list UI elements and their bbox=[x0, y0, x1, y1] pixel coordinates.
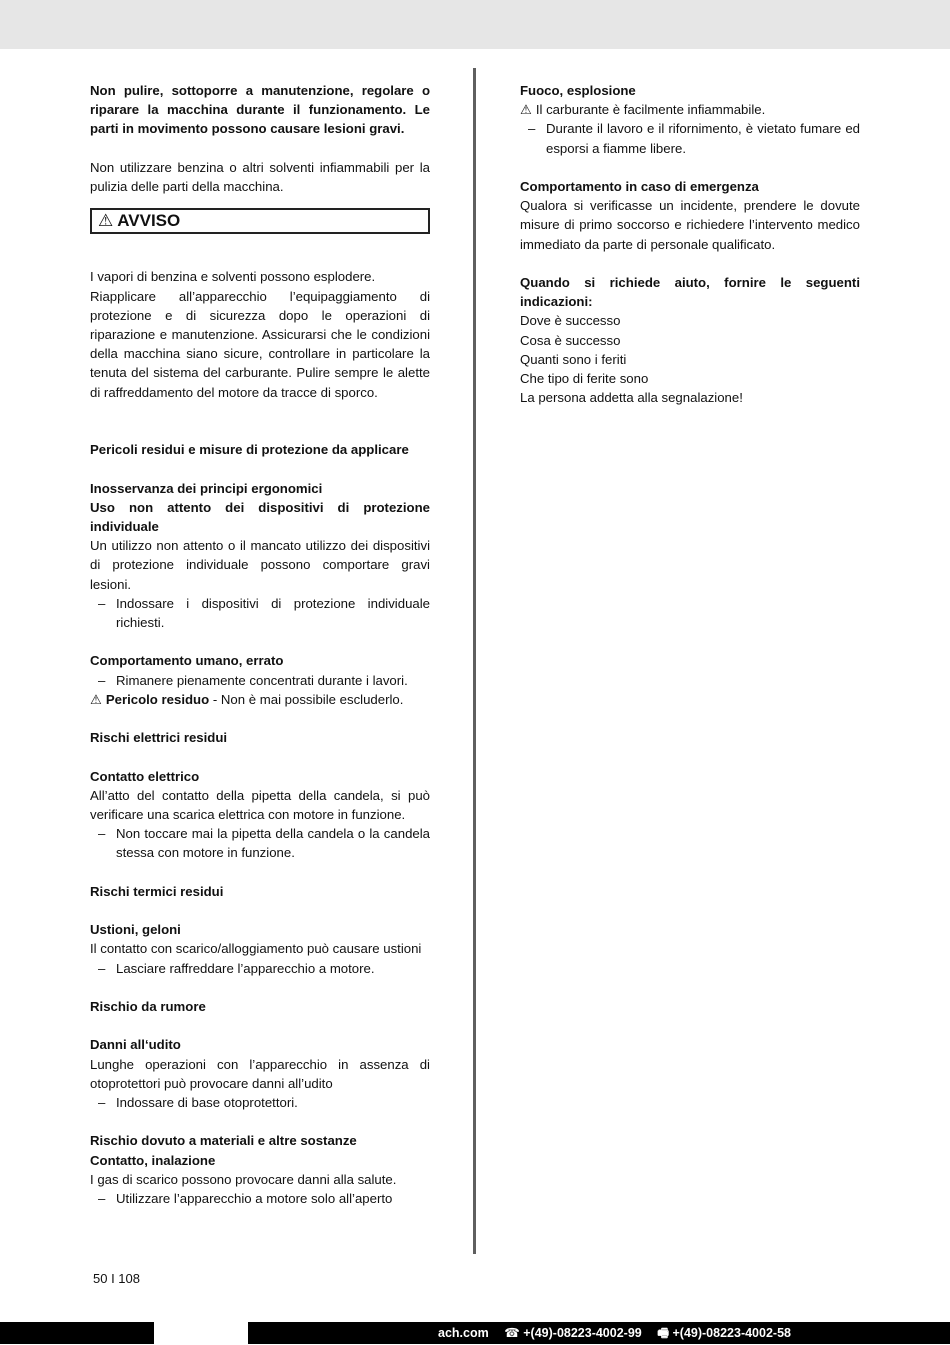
heading-emergency: Comportamento in caso di emergenza bbox=[520, 179, 759, 194]
list-item: La persona addetta alla segnalazione! bbox=[520, 390, 743, 406]
paragraph-ppe: Un utilizzo non attento o il mancato utilizzo dei dispositivi di protezione individuale possono comportare gravi lesioni. bbox=[90, 538, 430, 592]
paragraph-exhaust: I gas di scarico possono provocare danni alla salute. bbox=[90, 1171, 397, 1187]
heading-materials-risk: Rischio dovuto a materiali e altre sostanze bbox=[90, 1133, 357, 1149]
heading-human-behaviour: Comportamento umano, errato bbox=[90, 653, 284, 669]
left-column bbox=[90, 81, 430, 1208]
paragraph-burns: Il contatto con scarico/alloggiamento può causare ustioni bbox=[90, 941, 422, 957]
list-item: – Lasciare raffreddare l’apparecchio a motore. bbox=[98, 960, 375, 976]
heading-hearing-damage: Danni all‘udito bbox=[90, 1037, 181, 1053]
list-item: Cosa è successo bbox=[520, 332, 621, 348]
paragraph-no-petrol-cleaning: Non utilizzare benzina o altri solventi infiammabili per la pulizia delle parti della macchina. bbox=[90, 159, 430, 194]
heading-thermal-risks: Rischi termici residui bbox=[90, 883, 224, 899]
fire-line: ⚠ Il carburante è facilmente infiammabile. bbox=[520, 100, 860, 119]
heading-residual-risks: Pericoli residui e misure di protezione da applicare bbox=[90, 442, 409, 458]
footer-contact bbox=[438, 1322, 803, 1344]
paragraph-reapply-protection: Riapplicare all’apparecchio l’equipaggiamento di protezione e di sicurezza dopo le operazioni di riparazione e manutenzione. Assicurarsi che le condizioni della macchina siano sicure, controllare in particolare la tenuta del sistema del carburante. Pulire sempre le alette di raffreddamento del motore da tracce di sporco. bbox=[90, 288, 430, 400]
page-number: 50 I 108 bbox=[93, 1271, 140, 1286]
paragraph-emergency: Qualora si verificasse un incidente, prendere le dovute misure di primo soccorso e richiedere l’intervento medico immediato da parte di personale qualificato. bbox=[520, 198, 860, 252]
warning-triangle-icon: ⚠ bbox=[520, 102, 532, 118]
warning-label: AVVISO bbox=[117, 211, 181, 231]
heading-burns: Ustioni, geloni bbox=[90, 922, 181, 938]
heading-electrical-contact: Contatto elettrico bbox=[90, 768, 200, 784]
heading-noise-risk: Rischio da rumore bbox=[90, 998, 206, 1014]
paragraph-no-maintenance-running: Non pulire, sottoporre a manutenzione, regolare o riparare la macchina durante il funzionamento. Le parti in movimento possono causare lesioni gravi. bbox=[90, 83, 430, 137]
website-link[interactable]: ach.com bbox=[438, 1326, 489, 1340]
list-item: Quanti sono i feriti bbox=[520, 351, 627, 367]
phone-number: ☎ +(49)-08223-4002-99 bbox=[504, 1326, 642, 1340]
heading-ergonomics: Inosservanza dei principi ergonomici bbox=[90, 480, 323, 496]
heading-electrical-risks: Rischi elettrici residui bbox=[90, 730, 228, 746]
list-item: – Indossare di base otoprotettori. bbox=[98, 1094, 298, 1110]
column-divider bbox=[473, 68, 476, 1254]
heading-help-info: Quando si richiede aiuto, fornire le seguenti indicazioni: bbox=[520, 275, 860, 310]
fax-number: 🖷 +(49)-08223-4002-58 bbox=[657, 1326, 791, 1340]
paragraph-hearing: Lunghe operazioni con l’apparecchio in assenza di otoprotettori può provocare danni all’udito bbox=[90, 1056, 430, 1091]
heading-fire-explosion: Fuoco, esplosione bbox=[520, 83, 636, 98]
list-item: Che tipo di ferite sono bbox=[520, 371, 649, 387]
header-band bbox=[0, 0, 950, 49]
list-item: – Durante il lavoro e il rifornimento, è vietato fumare ed esporsi a fiamme libere. bbox=[528, 121, 860, 156]
paragraph-vapours: I vapori di benzina e solventi possono esplodere. bbox=[90, 269, 376, 285]
warning-triangle-icon: ⚠ bbox=[98, 211, 114, 231]
heading-ppe: Uso non attento dei dispositivi di protezione individuale bbox=[90, 499, 430, 534]
heading-inhalation: Contatto, inalazione bbox=[90, 1152, 216, 1168]
residual-danger-line: ⚠ Pericolo residuo - Non è mai possibile escluderlo. bbox=[90, 690, 430, 709]
list-item: Dove è successo bbox=[520, 313, 621, 329]
paragraph-electrical-contact: All’atto del contatto della pipetta della candela, si può verificare una scarica elettrica con motore in funzione. bbox=[90, 787, 430, 822]
list-item: – Utilizzare l’apparecchio a motore solo all’aperto bbox=[98, 1190, 393, 1206]
list-item: – Indossare i dispositivi di protezione individuale richiesti. bbox=[98, 595, 430, 630]
right-column bbox=[520, 81, 860, 407]
footer-bar-gap bbox=[154, 1322, 248, 1344]
list-item: – Rimanere pienamente concentrati durante i lavori. bbox=[98, 672, 408, 688]
warning-triangle-icon: ⚠ bbox=[90, 691, 102, 707]
list-item: – Non toccare mai la pipetta della candela o la candela stessa con motore in funzione. bbox=[98, 826, 430, 861]
warning-box bbox=[90, 208, 430, 234]
